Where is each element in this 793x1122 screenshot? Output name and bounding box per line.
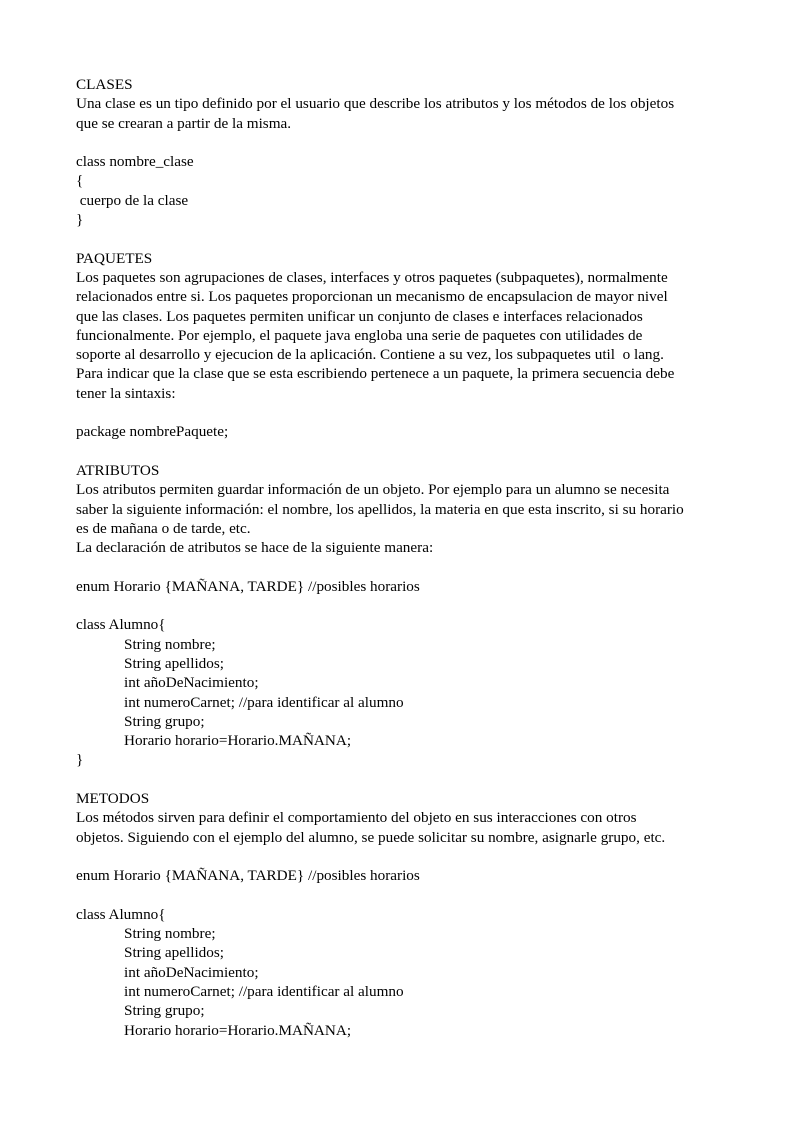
code-line: { <box>76 172 84 190</box>
paragraph-line: que se crearan a partir de la misma. <box>76 114 292 132</box>
code-line-class-open: class Alumno{ <box>76 616 166 634</box>
paragraph-line: que las clases. Los paquetes permiten unificar un conjunto de clases e interfaces relacionados <box>76 307 643 325</box>
blank-line <box>76 885 726 904</box>
code-line: cuerpo de la clase <box>76 191 189 209</box>
code-line-field: int numeroCarnet; //para identificar al alumno <box>124 693 404 711</box>
code-line-class-open: class Alumno{ <box>76 905 166 923</box>
paragraph-line: objetos. Siguiendo con el ejemplo del alumno, se puede solicitar su nombre, asignarle grupo, etc. <box>76 828 666 846</box>
paragraph-line: Una clase es un tipo definido por el usuario que describe los atributos y los métodos de los objetos <box>76 95 675 113</box>
code-line-field: Horario horario=Horario.MAÑANA; <box>124 1021 352 1039</box>
code-line-field: String apellidos; <box>124 654 224 672</box>
paragraph-line: funcionalmente. Por ejemplo, el paquete java engloba una serie de paquetes con utilidades de <box>76 326 643 344</box>
paragraph-line: Los paquetes son agrupaciones de clases, interfaces y otros paquetes (subpaquetes), normalmente <box>76 268 668 286</box>
code-line-enum: enum Horario {MAÑANA, TARDE} //posibles horarios <box>76 867 420 885</box>
code-line-field: int añoDeNacimiento; <box>124 674 259 692</box>
blank-line <box>76 403 726 422</box>
blank-line <box>76 557 726 576</box>
blank-line <box>76 229 726 248</box>
paragraph-line: Los atributos permiten guardar información de un objeto. Por ejemplo para un alumno se necesita <box>76 481 670 499</box>
blank-line <box>76 770 726 789</box>
section-heading-metodos: METODOS <box>76 789 150 807</box>
paragraph-line: Para indicar que la clase que se esta escribiendo pertenece a un paquete, la primera secuencia debe <box>76 365 675 383</box>
section-heading-clases: CLASES <box>76 76 133 93</box>
section-heading-paquetes: PAQUETES <box>76 249 153 267</box>
blank-line <box>76 442 726 461</box>
code-line-field: String nombre; <box>124 925 216 943</box>
paragraph-line: Los métodos sirven para definir el comportamiento del objeto en sus interacciones con otros <box>76 809 637 827</box>
paragraph-line: La declaración de atributos se hace de la siguiente manera: <box>76 539 434 557</box>
code-line: } <box>76 211 84 229</box>
code-line-field: Horario horario=Horario.MAÑANA; <box>124 732 352 750</box>
code-line-enum: enum Horario {MAÑANA, TARDE} //posibles horarios <box>76 577 420 595</box>
code-line-field: int añoDeNacimiento; <box>124 963 259 981</box>
code-line-class-close: } <box>76 751 84 769</box>
code-line-field: String apellidos; <box>124 944 224 962</box>
code-line-field: String nombre; <box>124 635 216 653</box>
code-line-field: int numeroCarnet; //para identificar al alumno <box>124 982 404 1000</box>
section-heading-atributos: ATRIBUTOS <box>76 461 160 479</box>
blank-line <box>76 596 726 615</box>
paragraph-line: saber la siguiente información: el nombre, los apellidos, la materia en que esta inscrito, si su horario <box>76 500 684 518</box>
paragraph-line: soporte al desarrollo y ejecucion de la aplicación. Contiene a su vez, los subpaquetes util o lang. <box>76 346 664 364</box>
code-line: package nombrePaquete; <box>76 423 229 441</box>
blank-line <box>76 133 726 152</box>
code-line-field: String grupo; <box>124 1002 205 1020</box>
code-line-field: String grupo; <box>124 712 205 730</box>
document-body <box>76 75 726 1040</box>
paragraph-line: relacionados entre si. Los paquetes proporcionan un mecanismo de encapsulacion de mayor nivel <box>76 288 668 306</box>
paragraph-line: es de mañana o de tarde, etc. <box>76 519 251 537</box>
paragraph-line: tener la sintaxis: <box>76 384 176 402</box>
blank-line <box>76 847 726 866</box>
code-line: class nombre_clase <box>76 153 194 171</box>
